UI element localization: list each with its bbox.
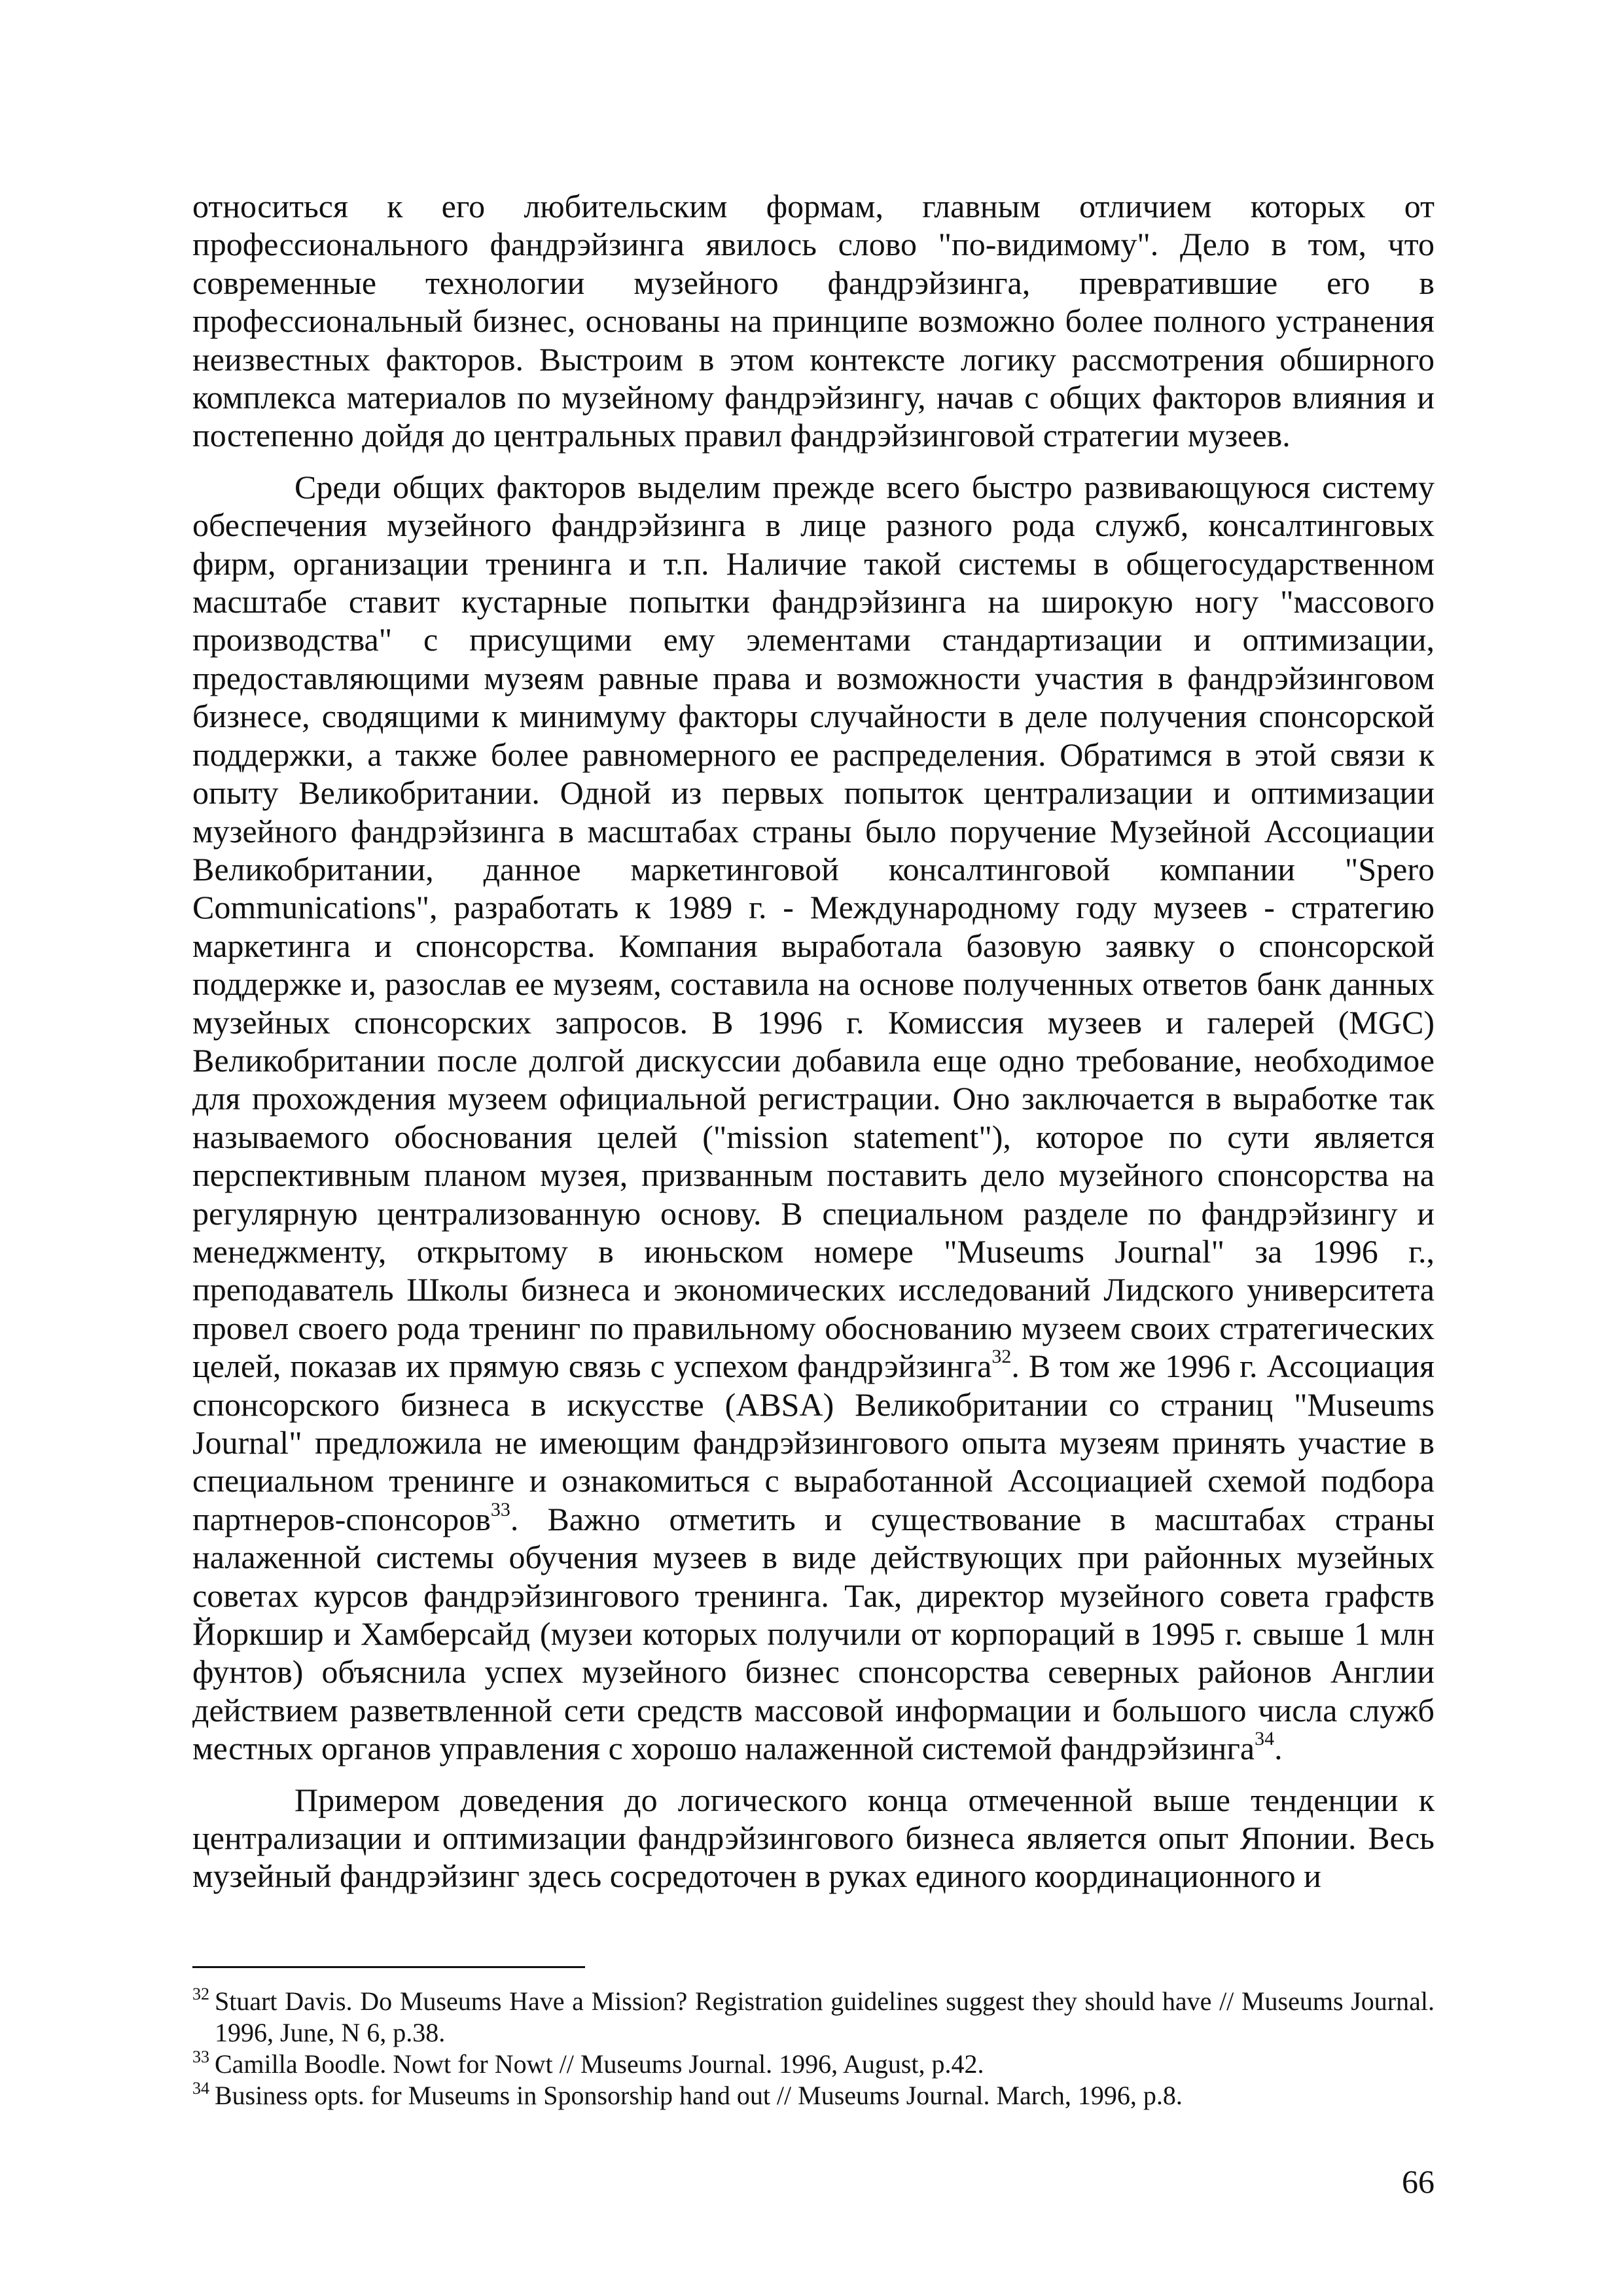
footnotes bbox=[192, 1986, 1435, 2111]
footnote-32-text: Stuart Davis. Do Museums Have a Mission? Registration guidelines suggest they should have // Museums Journal. 1996, June, N 6, p.38. bbox=[215, 1986, 1435, 2047]
footnote-ref-32[interactable]: 32 bbox=[991, 1346, 1012, 1368]
page-number: 66 bbox=[1402, 2163, 1435, 2200]
paragraph-2-text-part-2: . В том же 1996 г. Ассоциация спонсорского бизнеса в искусстве (ABSA) Великобритании со страниц "Museums Journal" предложила не имеющим фандрэйзингового опыта музеям принять участие в специальном тренинге и ознакомиться с выработанной Ассоциацией схемой подбора партнеров-спонсоров bbox=[192, 1348, 1435, 1537]
paragraph-1-text: относиться к его любительским формам, главным отличием которых от профессионального фандрэйзинга явилось слово "по-видимому". Дело в том, что современные технологии музейного фандрэйзинга, превратившие его в профессиональный бизнес, основаны на принципе возможно более полного устранения неизвестных факторов. Выстроим в этом контексте логику рассмотрения обширного комплекса материалов по музейному фандрэйзингу, начав с общих факторов влияния и постепенно дойдя до центральных правил фандрэйзинговой стратегии музеев. bbox=[192, 188, 1435, 454]
body-text bbox=[192, 187, 1435, 1909]
footnote-34-text: Business opts. for Museums in Sponsorship hand out // Museums Journal. March, 1996, p.8. bbox=[215, 2081, 1183, 2110]
footnote-33: $^{33}$ Camilla Boodle. Nowt for Nowt // Museums Journal. 1996, August, p.42. bbox=[192, 2047, 984, 2079]
paragraph-2-text-part-1: Среди общих факторов выделим прежде всего быстро развивающуюся систему обеспечения музейного фандрэйзинга в лице разного рода служб, консалтинговых фирм, организации тренинга и т.п. Наличие такой системы в общегосударственном масштабе ставит кустарные попытки фандрэйзинга на широкую ногу "массового производства" с присущими ему элементами стандартизации и оптимизации, предоставляющими музеям равные права и возможности участия в фандрэйзинговом бизнесе, сводящими к минимуму факторы случайности в деле получения спонсорской поддержки, а также более равномерного ее распределения. Обратимся в этой связи к опыту Великобритании. Одной из первых попыток централизации и оптимизации музейного фандрэйзинга в масштабах страны было поручение Музейной Ассоциации Великобритании, данное маркетинговой консалтинговой компании "Spero Communications", разработать к 1989 г. - Международному году музеев - стратегию маркетинга и спонсорства. Компания выработала базовую заявку о спонсорской поддержке и, разослав ее музеям, составила на основе полученных ответов банк данных музейных спонсорских запросов. В 1996 г. Комиссия музеев и галерей (MGC) Великобритании после долгой дискуссии добавила еще одно требование, необходимое для прохождения музеем официальной регистрации. Оно заключается в выработке так называемого обоснования целей ("mission statement"), которое по сути является перспективным планом музея, призванным поставить дело музейного спонсорства на регулярную централизованную основу. В специальном разделе по фандрэйзингу и менеджменту, открытому в июньском номере "Museums Journal" за 1996 г., преподаватель Школы бизнеса и экономических исследований Лидского университета провел своего рода тренинг по правильному обоснованию музеем своих стратегических целей, показав их прямую связь с успехом фандрэйзинга bbox=[192, 468, 1435, 1385]
paragraph-2-text-part-4: . bbox=[1274, 1730, 1283, 1767]
footnote-ref-33[interactable]: 33 bbox=[490, 1498, 510, 1520]
paragraph-2-text-part-3: . Важно отметить и существование в масштабах страны налаженной системы обучения музеев в виде действующих при районных музейных советах курсов фандрэйзингового тренинга. Так, директор музейного совета графств Йоркшир и Хамберсайд (музеи которых получили от корпораций в 1995 г. свыше 1 млн фунтов) объяснила успех музейного бизнес спонсорства северных районов Англии действием разветвленной сети средств массовой информации и большого числа служб местных органов управления с хорошо налаженной системой фандрэйзинга bbox=[192, 1500, 1435, 1767]
paragraph-3-text: Примером доведения до логического конца отмеченной выше тенденции к централизации и оптимизации фандрэйзингового бизнеса является опыт Японии. Весь музейный фандрэйзинг здесь сосредоточен в руках единого координационного и bbox=[192, 1781, 1435, 1895]
footnote-separator bbox=[192, 1966, 585, 1968]
paragraph-3 bbox=[192, 1781, 1435, 1895]
footnote-34: $^{34}$ Business opts. for Museums in Sponsorship hand out // Museums Journal. March, 1996, p.8. bbox=[192, 2079, 1183, 2110]
paragraph-2 bbox=[192, 468, 1435, 1768]
footnote-33-text: Camilla Boodle. Nowt for Nowt // Museums Journal. 1996, August, p.42. bbox=[215, 2049, 984, 2079]
footnote-32: $^{32}$ Stuart Davis. Do Museums Have a Mission? Registration guidelines suggest they should have // Museums Journal. 1996, June, N 6, p.38. bbox=[192, 1984, 1435, 2047]
footnote-ref-34[interactable]: 34 bbox=[1255, 1728, 1275, 1750]
paragraph-1 bbox=[192, 187, 1435, 455]
